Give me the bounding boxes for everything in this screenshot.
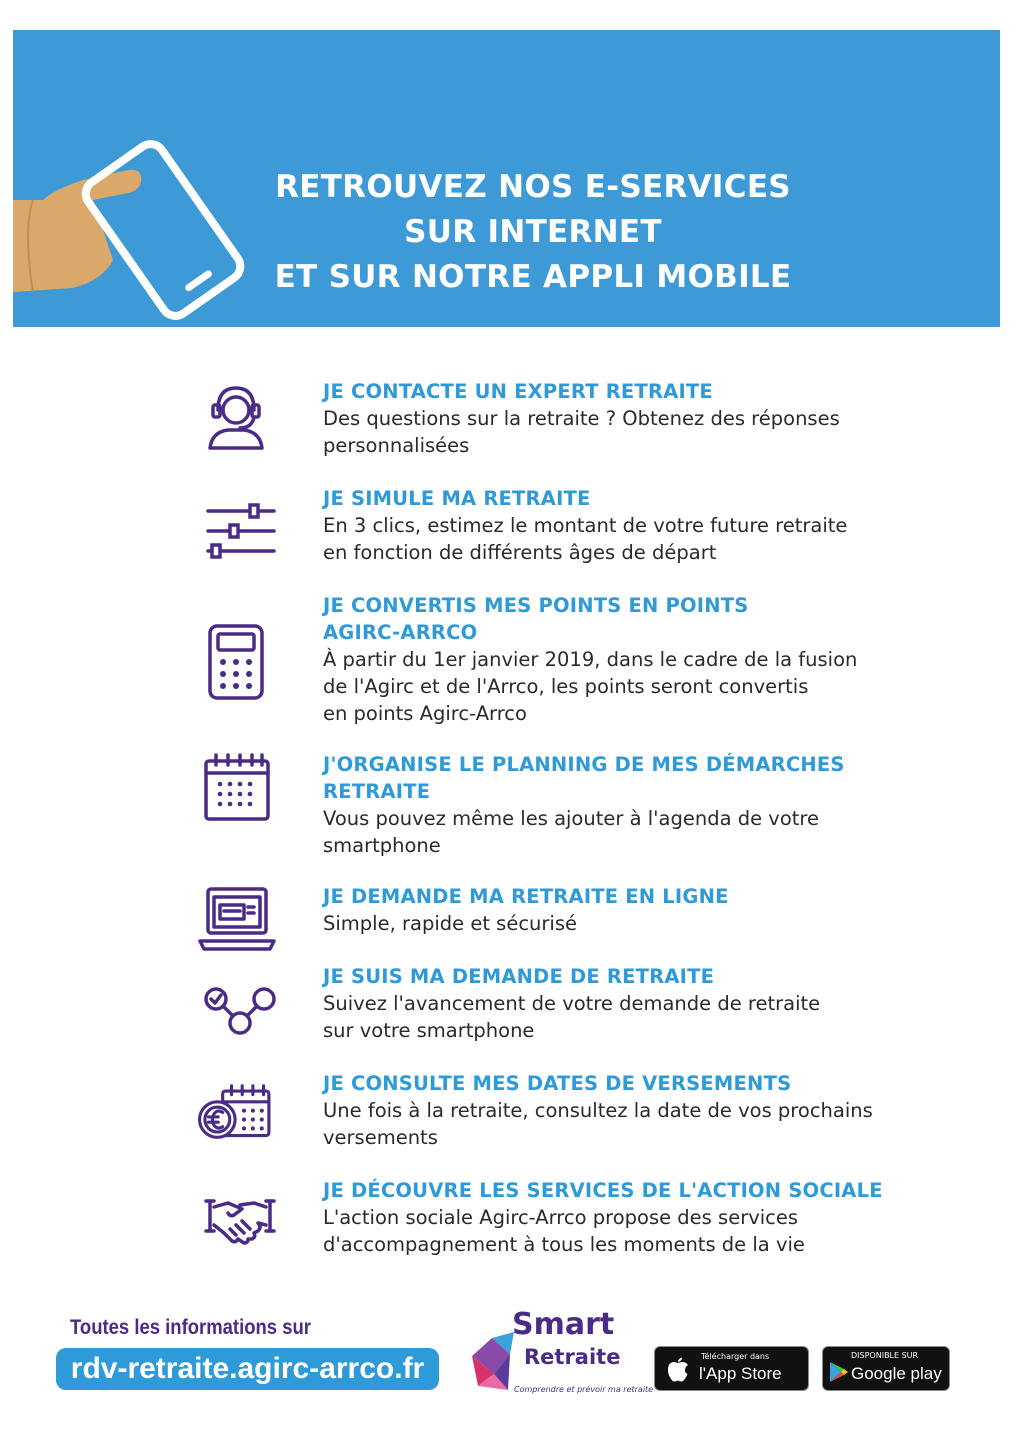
euro-calendar-icon [196,1076,276,1156]
banner-title-line: SUR INTERNET [404,214,662,250]
service-text [323,378,913,459]
service-desc-line: En 3 clics, estimez le montant de votre future retraite [323,514,848,537]
banner-title-line: ET SUR NOTRE APPLI MOBILE [274,259,792,295]
service-desc-line: smartphone [323,834,441,857]
service-title: JE CONVERTIS MES POINTS EN POINTS [323,594,749,617]
headset-expert-icon [196,378,276,458]
service-title: J'ORGANISE LE PLANNING DE MES DÉMARCHES [323,753,845,776]
hand-holding-phone-icon [13,130,253,330]
banner-title-line: RETROUVEZ NOS E-SERVICES [275,169,791,205]
service-text [323,485,913,566]
app-store-small-text: Télécharger dans [701,1352,770,1361]
header-banner [13,30,1000,327]
service-desc-line: sur votre smartphone [323,1019,535,1042]
laptop-icon [196,883,276,963]
service-desc-line: d'accompagnement à tous les moments de la vie [323,1233,805,1256]
service-title: JE CONTACTE UN EXPERT RETRAITE [323,380,713,403]
footer-url-link[interactable]: rdv-retraite.agirc-arrco.fr [56,1348,439,1390]
service-text [323,751,913,859]
calculator-icon [196,622,276,702]
service-desc-line: de l'Agirc et de l'Arrco, les points seront convertis [323,675,809,698]
service-desc-line: À partir du 1er janvier 2019, dans le cadre de la fusion [323,648,858,671]
service-text [323,1070,913,1151]
google-play-badge[interactable] [822,1346,950,1391]
progress-steps-icon [200,977,280,1057]
smart-logo-word: Smart [512,1307,615,1342]
service-desc-line: en fonction de différents âges de départ [323,541,717,564]
service-desc-line: Simple, rapide et sécurisé [323,912,577,935]
service-title: JE SIMULE MA RETRAITE [323,487,591,510]
service-desc-line: Suivez l'avancement de votre demande de retraite [323,992,821,1015]
calendar-icon [196,751,276,831]
google-play-icon [829,1361,849,1383]
service-title-cont: RETRAITE [323,780,431,803]
handshake-icon [200,1183,280,1263]
service-desc-line: L'action sociale Agirc-Arrco propose des services [323,1206,799,1229]
footer-label: Toutes les informations sur [70,1316,311,1339]
app-store-badge[interactable] [654,1346,809,1391]
logo-tagline: Comprendre et prévoir ma retraite [514,1385,654,1394]
service-text [323,1177,913,1258]
service-text [323,883,913,937]
google-play-big-text: Google play [851,1364,942,1383]
service-text [323,963,913,1044]
service-desc-line: personnalisées [323,434,470,457]
apple-icon [667,1357,689,1383]
service-desc-line: en points Agirc-Arrco [323,702,527,725]
sliders-simulator-icon [200,493,280,573]
service-title-cont: AGIRC-ARRCO [323,621,478,644]
service-title: JE DÉCOUVRE LES SERVICES DE L'ACTION SOCIALE [323,1179,883,1202]
service-desc-line: Des questions sur la retraite ? Obtenez des réponses [323,407,840,430]
service-desc-line: Vous pouvez même les ajouter à l'agenda de votre [323,807,819,830]
google-play-small-text: DISPONIBLE SUR [851,1351,919,1360]
banner-title [233,165,833,300]
service-desc-line: Une fois à la retraite, consultez la date de vos prochains [323,1099,873,1122]
retraite-logo-word: Retraite [524,1345,621,1369]
service-desc-line: versements [323,1126,438,1149]
service-title: JE SUIS MA DEMANDE DE RETRAITE [323,965,715,988]
app-store-big-text: l'App Store [699,1364,782,1383]
service-text [323,592,913,727]
service-title: JE DEMANDE MA RETRAITE EN LIGNE [323,885,729,908]
service-title: JE CONSULTE MES DATES DE VERSEMENTS [323,1072,792,1095]
